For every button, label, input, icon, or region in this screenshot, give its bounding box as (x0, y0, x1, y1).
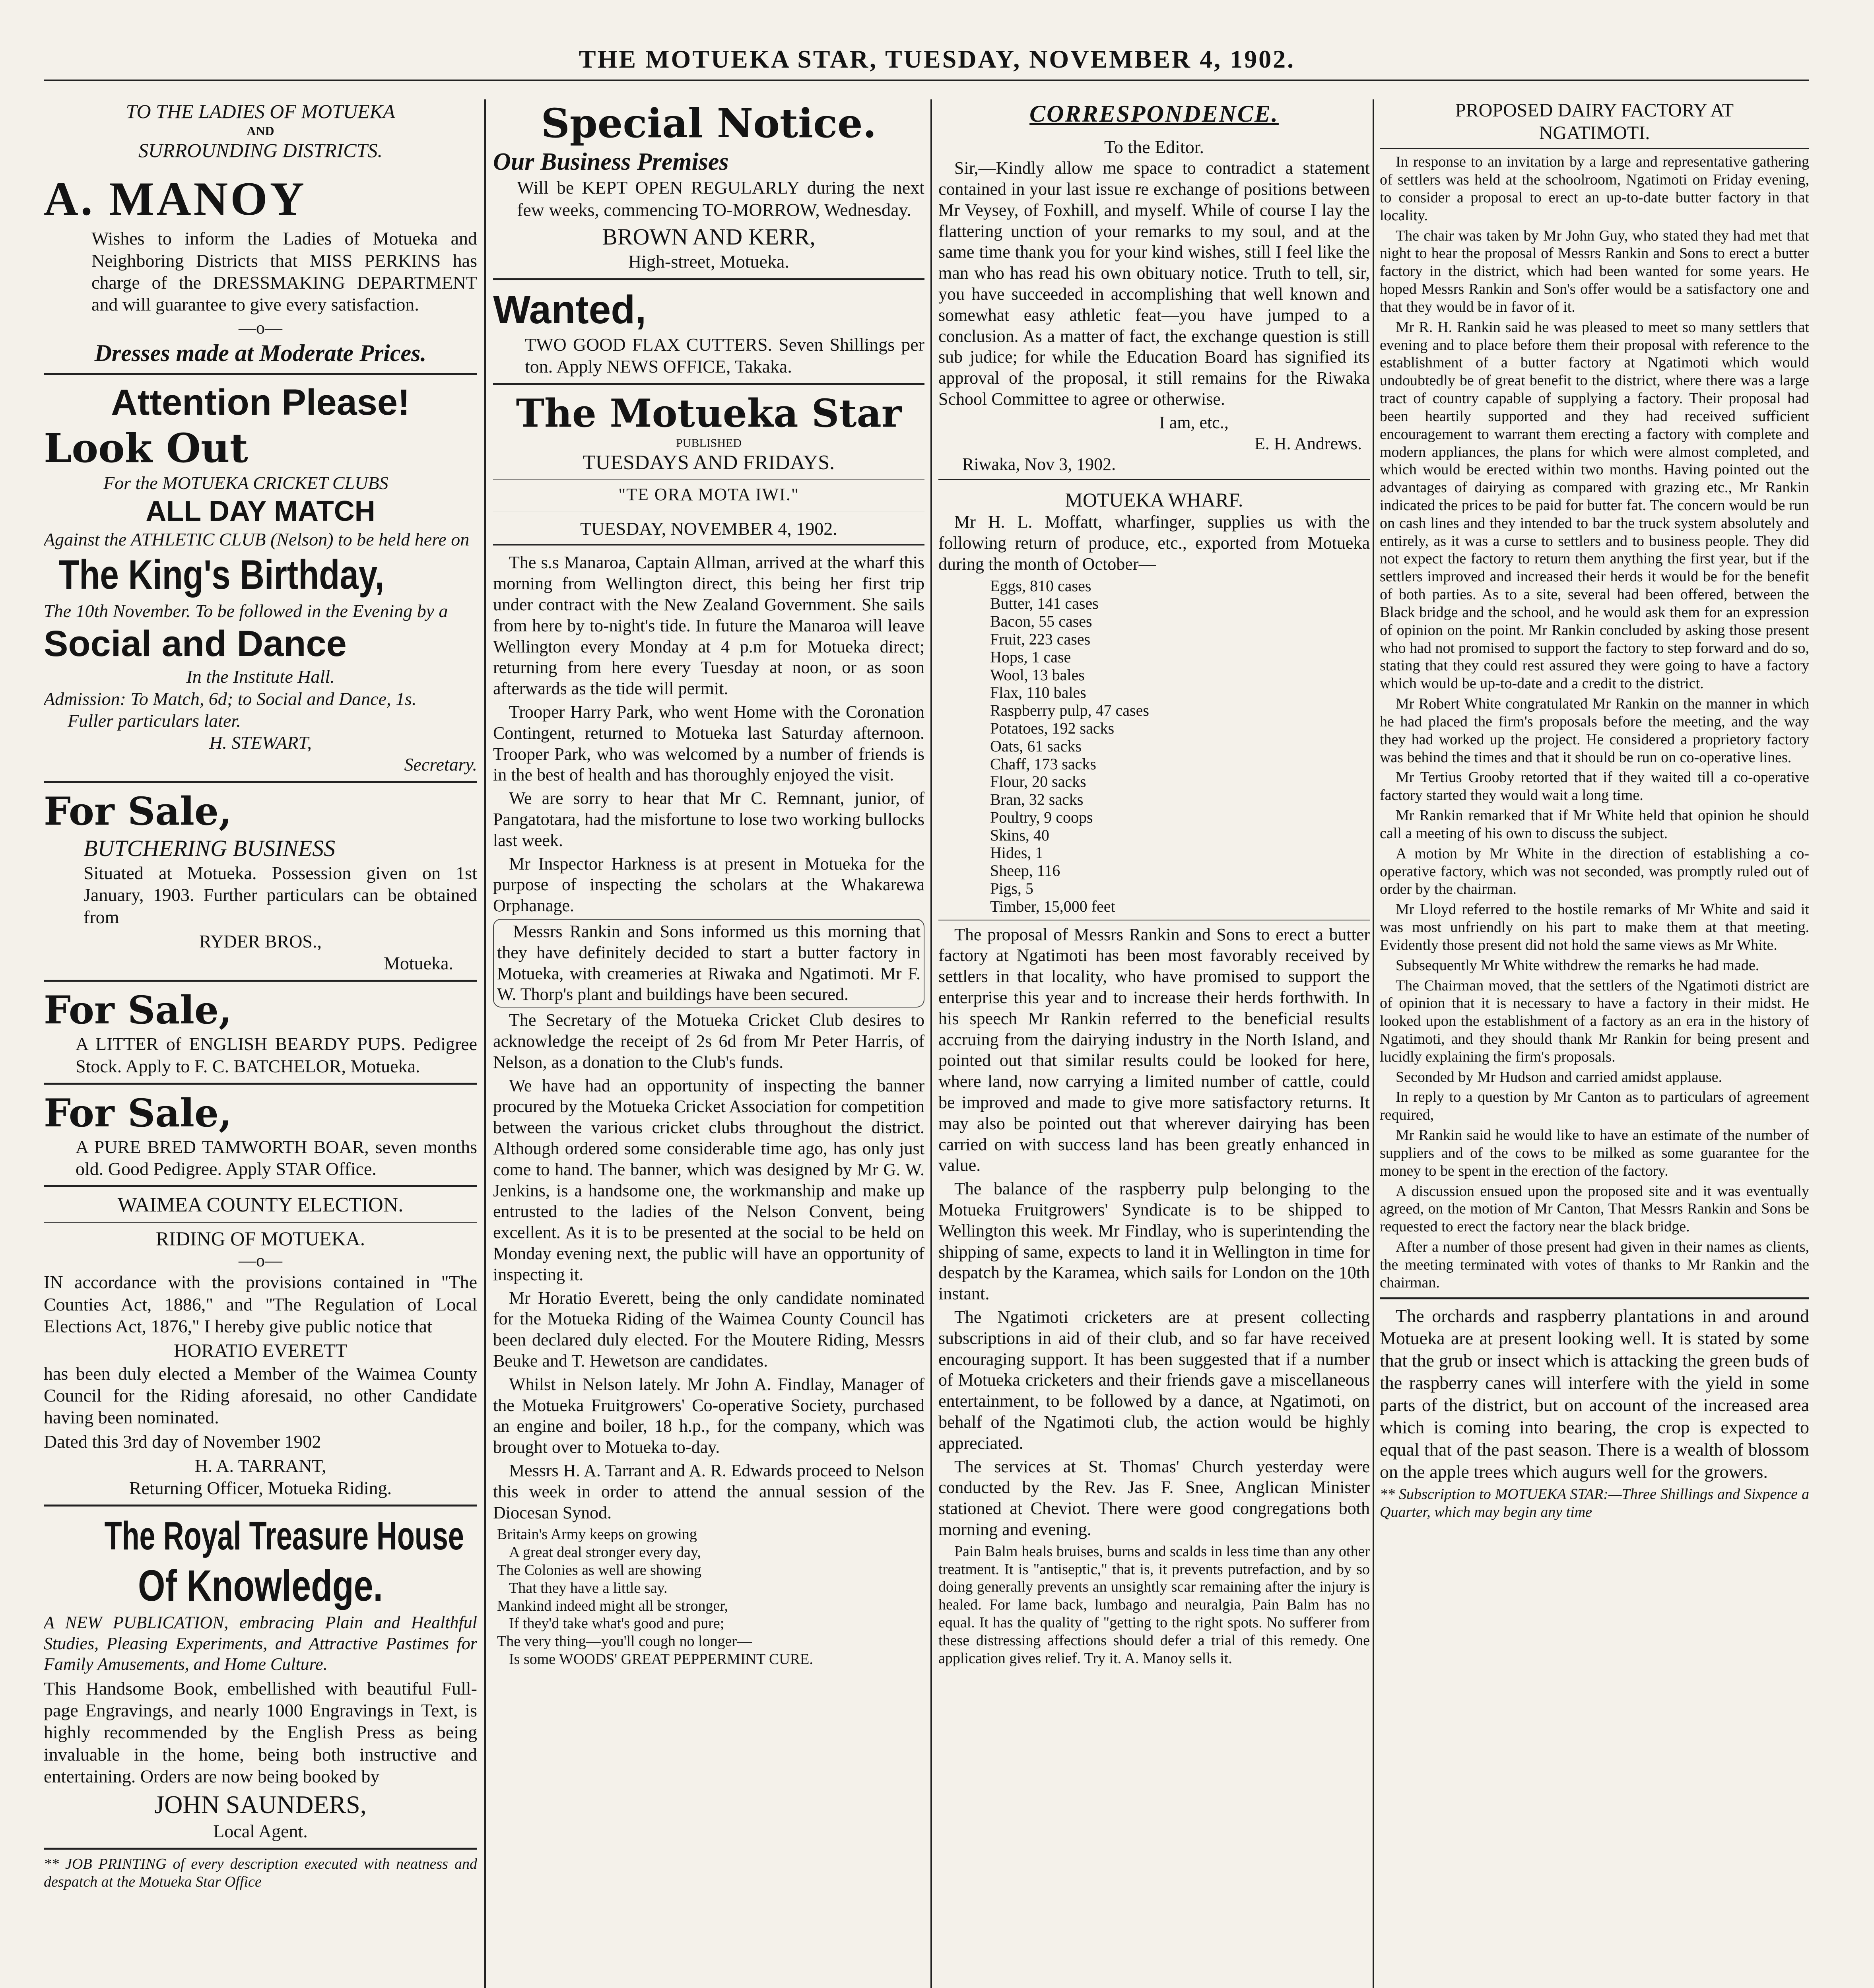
poem-line: If they'd take what's good and pure; (509, 1615, 724, 1632)
tamworth-boar: A PURE BRED TAMWORTH BOAR, seven months old. Good Pedigree. Apply STAR Office. (76, 1136, 477, 1179)
butchering-text: Situated at Motueka. Possession given on 1st January, 1903. Further particulars can be obtained from (84, 863, 477, 927)
tarrant: H. A. TARRANT, (194, 1456, 326, 1476)
news-paragraph: Trooper Harry Park, who went Home with the Coronation Contingent, returned to Motueka last Saturday afternoon. Trooper Park, who was welcomed by a number of friends is in the best of health and has thoroughly enjoyed the visit. (493, 702, 924, 785)
beardy-pups: A LITTER of ENGLISH BEARDY PUPS. Pedigree Stock. Apply to F. C. BATCHELOR, Motueka. (76, 1034, 477, 1076)
ryder-bros: RYDER BROS., (199, 931, 322, 951)
social-dance: Social and Dance (44, 623, 347, 664)
returning-officer: Returning Officer, Motueka Riding. (129, 1477, 392, 1498)
produce-item: Hops, 1 case (990, 648, 1071, 666)
secretary: Secretary. (404, 754, 477, 775)
handsome-book: This Handsome Book, embellished with beautiful Full-page Engravings, and nearly 1000 Engravings in Text, is highly recommended by the English Press as being invaluable in the home, being both instructive and entertaining. Orders are now being booked by (44, 1678, 477, 1786)
published: PUBLISHED (676, 437, 742, 450)
flax-cutters: TWO GOOD FLAX CUTTERS. Seven Shillings per ton. Apply NEWS OFFICE, Takaka. (525, 334, 924, 377)
rule (1380, 1297, 1809, 1299)
for-sale-heading: For Sale, (44, 789, 232, 834)
news-paragraph: Mr Inspector Harkness is at present in Motueka for the purpose of inspecting the scholars at the Whakarewa Orphanage. (493, 854, 924, 916)
produce-item: Bran, 32 sacks (990, 790, 1084, 809)
rule (44, 980, 477, 982)
dairy-paragraph: Mr R. H. Rankin said he was pleased to meet so many settlers that evening and to place before them their proposal with reference to the establishment of a butter factory at Ngatimoti which would undoubtedly be of great benefit to the district, where there was a large tract of country capable of supplying a factory. Their proposal had been heartily supported and they had received sufficient encouragement to warrant them erecting a factory with complete and modern appliances, the plans for which were almost completed, and which would be erected within two months. Having pointed out the advantages of dairying as compared with grazing etc., Mr Rankin indicated the prices to be paid for butter fat. The concern would be run on cash lines and they intended to bar the truck system absolutely and entirely, as it was a curse to settlers and to business people. They did not expect the factory to return them anything the first year, but if the settlers improved and increased their herds it would be for the benefit of both parties. As to a site, several had been offered, between the Black bridge and the school, and he would ask them for an expression of opinion on the point. Mr Rankin concluded by asking those present who had not promised to support the factory to step forward and do so, stating that they could rest assured they were going to have a factory which would be up-to-date and a credit to the district. (1380, 318, 1809, 692)
horatio-everett: HORATIO EVERETT (174, 1340, 347, 1361)
news-paragraph: Whilst in Nelson lately. Mr John A. Findlay, Manager of the Motueka Fruitgrowers' Co-operative Society, purchased an engine and boiler, 18 h.p., for the company, which was brought over to Motueka to-day. (493, 1374, 924, 1457)
produce-item: Hides, 1 (990, 844, 1043, 862)
pain-balm-ad: Pain Balm heals bruises, burns and scalds in less time than any other treatment. It is "antiseptic," that is, it prevents putrefaction, and by so doing generally prevents an unsightly scar remaining after the injury is healed. For lame back, lumbago and neuralgia, Pain Balm has no equal. It has the quality of "getting to the right spots. No sufferer from these distressing affections should defer a trial of this remedy. One application gives relief. Try it. A. Manoy sells it. (938, 1543, 1370, 1667)
correspondence-heading: CORRESPONDENCE. (1029, 101, 1279, 127)
news-paragraph: The proposal of Messrs Rankin and Sons to erect a butter factory at Ngatimoti has been most favorably received by settlers in that locality, who have promised to support the enterprise this year and to increase their herds forthwith. In his speech Mr Rankin referred to the beneficial results accruing from the dairying industry in the North Island, and pointed out that similar results could be looked for here, where land, now carrying a limited number of cattle, could be improved and made to give more satisfactory returns. It may also be pointed out that wherever dairying has been carried on with success land has been greatly enhanced in value. (938, 924, 1370, 1175)
masthead: THE MOTUEKA STAR, TUESDAY, NOVEMBER 4, 1902. (579, 45, 1295, 73)
poem-line: Is some WOODS' GREAT PEPPERMINT CURE. (509, 1651, 813, 1668)
column-rule-2 (930, 99, 932, 1988)
rule (493, 383, 924, 385)
produce-item: Sheep, 116 (990, 862, 1060, 880)
produce-item: Potatoes, 192 sacks (990, 719, 1115, 737)
dairy-paragraph: Mr Robert White congratulated Mr Rankin on the manner in which he had placed the firm's proposals before the meeting, and the way they had worked up the project. He considered a proprietory factory was behind the times and that it should be run on co-operative lines. (1380, 695, 1809, 766)
column-1 (44, 99, 477, 1893)
against-athletic: Against the ATHLETIC CLUB (Nelson) to be held here on (44, 529, 470, 549)
new-publication: A NEW PUBLICATION, embracing Plain and Healthful Studies, Pleasing Experiments, and Attractive Pastimes for Family Amusements, and Home Culture. (44, 1612, 477, 1674)
produce-item: Eggs, 810 cases (990, 577, 1091, 595)
poem-line: Mankind indeed might all be stronger, (497, 1597, 728, 1614)
dairy-paragraph: The chair was taken by Mr John Guy, who stated they had met that night to hear the proposal of Messrs Rankin and Sons to erect a butter factory in the district, which had been wanted for some years. He hoped Messrs Rankin and Son's offer would be a satisfactory one and that they would be in favor of it. (1380, 227, 1809, 315)
all-day-match: ALL DAY MATCH (146, 495, 375, 527)
news-paragraph: We have had an opportunity of inspecting the banner procured by the Motueka Cricket Association for competition between the various cricket clubs throughout the district. Although ordered some considerable time ago, has only just come to hand. The banner, which was designed by Mr G. W. Jenkins, is a handsome one, the workmanship and make up entrusted to the ladies of the Nelson Convent, being excellent. As it is to be presented at the social to be held on Monday evening next, the public will have an opportunity of inspecting it. (493, 1076, 924, 1284)
produce-list (938, 577, 1370, 916)
produce-item: Timber, 15,000 feet (990, 897, 1115, 915)
high-street: High-street, Motueka. (628, 251, 789, 272)
letter-closing: I am, etc., (1159, 412, 1229, 432)
letter-dateline: Riwaka, Nov 3, 1902. (962, 454, 1116, 474)
poem-line: The very thing—you'll cough no longer— (497, 1633, 752, 1650)
john-saunders: JOHN SAUNDERS, (154, 1790, 367, 1819)
poem (493, 1526, 924, 1668)
separator: —o— (239, 1250, 282, 1270)
of-knowledge: Of Knowledge. (138, 1561, 383, 1610)
brown-and-kerr: BROWN AND KERR, (602, 223, 816, 250)
lookout-heading: Look Out (44, 425, 248, 472)
letter-text: Sir,—Kindly allow me space to contradict a statement contained in your last issue re exchange of positions between Mr Veysey, of Foxhill, and myself. While of course I lay the flattering unction of your remarks to my soul, and at the same time thank you for your kind wishes, still I feel like the man who has read his own obituary notice. Truth to tell, sir, you have succeeded in accomplishing that well known and somewhat easy athletic feat—you have jumped to a conclusion. As a matter of fact, the exchange question is still sub judice; for while the Education Board has signified its approval of the proposal, it still remains for the Riwaka School Committee to agree or otherwise. (938, 158, 1370, 409)
orchards-paragraph: The orchards and raspberry plantations in and around Motueka are at present looking well. It is stated by some that the grub or insect which is attacking the green buds of the raspberry canes will interfere with the yield in some parts of the district, but on account of the increased area which is coming into bearing, the crop is expected to equal that of the past season. There is a wealth of blossom on the apple trees which augurs well for the growers. (1380, 1305, 1809, 1482)
rule (493, 278, 924, 280)
news-paragraph: The Ngatimoti cricketers are at present collecting subscriptions in aid of their club, and so far have received encouraging support. It has been suggested that if a number of Motueka cricketers and their friends gave a miscellaneous entertainment, to be followed by a dance, at Ngatimoti, on behalf of the Ngatimoti club, the action would be highly appreciated. (938, 1307, 1370, 1453)
news-paragraph: Mr Horatio Everett, being the only candidate nominated for the Motueka Riding of the Waimea County Council has been declared duly elected. For the Moutere Riding, Messrs Beuke and T. Hewetson are candidates. (493, 1288, 924, 1371)
dated: Dated this 3rd day of November 1902 (44, 1431, 321, 1452)
news-paragraph: The balance of the raspberry pulp belonging to the Motueka Fruitgrowers' Syndicate is to be shipped to Wellington this week. Mr Findlay, who is superintending the shipping of same, expects to land it in Wellington in time for despatch by the Karamea, which sails for London on the 10th instant. (938, 1179, 1370, 1304)
manoy-name: A. MANOY (44, 172, 307, 225)
wharf-text: Mr H. L. Moffatt, wharfinger, supplies us with the following return of produce, etc., exported from Motueka during the month of October— (938, 512, 1370, 574)
rule (44, 1848, 477, 1850)
news-paragraph: The s.s Manaroa, Captain Allman, arrived at the wharf this morning from Wellington direct, this being her first trip under contract with the New Zealand Government. She sails from here by to-night's tide. In future the Manaroa will leave Wellington every Monday at 4 p.m for Motueka direct; returning from here every Tuesday at noon, or as soon afterwards as the tide will permit. (493, 553, 924, 699)
dairy-paragraph: Subsequently Mr White withdrew the remarks he had made. (1396, 957, 1759, 974)
kings-birthday: The King's Birthday, (58, 552, 385, 598)
news-paragraph: We are sorry to hear that Mr C. Remnant, junior, of Pangatotara, had the misfortune to lose two working bullocks last week. (493, 788, 924, 850)
column-2 (493, 99, 924, 1668)
royal-treasure-house: The Royal Treasure House (104, 1513, 464, 1558)
local-agent: Local Agent. (213, 1821, 308, 1841)
motto: "TE ORA MOTA IWI." (618, 484, 799, 504)
dairy-paragraph: The Chairman moved, that the settlers of the Ngatimoti district are of opinion that it is necessary to have a factory in their midst. He looked upon the establishment of a factory as an era in the history of Ngatimoti, and they should thank Mr Rankin for being present and lucidly explaining the firm's proposals. (1380, 977, 1809, 1065)
dairy-heading-2: NGATIMOTI. (1539, 122, 1650, 144)
produce-item: Flour, 20 sacks (990, 773, 1086, 791)
ryder-location: Motueka. (383, 953, 453, 973)
dresses-line: Dresses made at Moderate Prices. (94, 340, 427, 366)
waimea-election: WAIMEA COUNTY ELECTION. (117, 1194, 404, 1217)
riding-motueka: RIDING OF MOTUEKA. (155, 1227, 365, 1250)
produce-item: Chaff, 173 sacks (990, 755, 1096, 773)
poem-line: That they have a little say. (509, 1579, 668, 1596)
tuesdays-fridays: TUESDAYS AND FRIDAYS. (583, 451, 835, 474)
produce-item: Wool, 13 bales (990, 666, 1085, 684)
attention-heading: Attention Please! (111, 382, 410, 423)
column-rule-3 (1373, 99, 1374, 1988)
rule (44, 1222, 477, 1223)
special-notice: Special Notice. (541, 100, 877, 147)
butchering-business: BUTCHERING BUSINESS (84, 835, 336, 861)
wanted-heading: Wanted, (493, 287, 647, 332)
for-sale-heading: For Sale, (44, 1090, 232, 1136)
poem-line: Britain's Army keeps on growing (497, 1526, 697, 1543)
dairy-paragraph: Mr Rankin said he would like to have an estimate of the number of suppliers and of the cows to be milked as some guarantee for the money to be spent in the erection of the factory. (1380, 1127, 1809, 1179)
column-3 (938, 99, 1370, 1670)
fuller-particulars: Fuller particulars later. (68, 710, 241, 731)
produce-item: Flax, 110 bales (990, 683, 1086, 702)
dairy-paragraph: Seconded by Mr Hudson and carried amidst applause. (1396, 1068, 1723, 1085)
dairy-paragraph: A motion by Mr White in the direction of establishing a co-operative factory, which was not seconded, was promptly ruled out of order by the chairman. (1380, 845, 1809, 898)
separator: —o— (239, 318, 282, 338)
subscription-notice: ** Subscription to MOTUEKA STAR:—Three Shillings and Sixpence a Quarter, which may begin any time (1380, 1486, 1809, 1521)
news-paragraph-boxed: Messrs Rankin and Sons informed us this morning that they have definitely decided to start a butter factory in Motueka, with creameries at Riwaka and Ngatimoti. Mr F. W. Thorp's plant and buildings have been secured. (493, 919, 924, 1008)
rule (44, 1083, 477, 1085)
rule (44, 781, 477, 783)
column-rule-1 (484, 99, 486, 1988)
dairy-paragraph: Mr Tertius Grooby retorted that if they waited till a co-operative factory started they would wait a long time. (1380, 769, 1809, 804)
ladies-heading: TO THE LADIES OF MOTUEKA (126, 100, 395, 122)
dairy-heading: PROPOSED DAIRY FACTORY AT (1455, 100, 1734, 121)
manoy-text: Wishes to inform the Ladies of Motueka and Neighboring Districts that MISS PERKINS has charge of the DRESSMAKING DEPARTMENT and will guarantee to give every satisfaction. (91, 228, 477, 315)
dairy-paragraph: After a number of those present had given in their names as clients, the meeting terminated with votes of thanks to Mr Rankin and the chairman. (1380, 1239, 1809, 1291)
masthead-rule (44, 80, 1809, 81)
dairy-paragraph: In reply to a question by Mr Canton as to particulars of agreement required, (1380, 1089, 1809, 1124)
produce-item: Oats, 61 sacks (990, 737, 1082, 755)
rule (938, 479, 1370, 480)
ladies-and: AND (247, 124, 274, 138)
stewart: H. STEWART, (209, 732, 312, 753)
elected-text: has been duly elected a Member of the Waimea County Council for the Riding aforesaid, no other Candidate having been nominated. (44, 1363, 477, 1427)
news-paragraph: Messrs H. A. Tarrant and A. R. Edwards proceed to Nelson this week in order to attend the annual session of the Diocesan Synod. (493, 1460, 924, 1522)
dairy-paragraph: Mr Lloyd referred to the hostile remarks of Mr White and said it was most unfriendly on his part to make them at that meeting. Evidently those present did not hold the same views as Mr White. (1380, 901, 1809, 953)
produce-item: Butter, 141 cases (990, 594, 1099, 613)
produce-item: Poultry, 9 coops (990, 808, 1093, 826)
ladies-subheading: SURROUNDING DISTRICTS. (138, 139, 383, 162)
for-cricket: For the MOTUEKA CRICKET CLUBS (103, 473, 388, 493)
rule (493, 544, 924, 547)
election-text: IN accordance with the provisions contained in "The Counties Act, 1886," and "The Regulation of Local Elections Act, 1876," I hereby give public notice that (44, 1272, 477, 1336)
rule (493, 510, 924, 513)
produce-item: Pigs, 5 (990, 879, 1033, 898)
rule (1380, 148, 1809, 149)
to-the-editor: To the Editor. (1104, 137, 1204, 157)
column-4 (1380, 99, 1809, 1524)
poem-line: The Colonies as well are showing (497, 1562, 701, 1578)
letter-signature: E. H. Andrews. (1254, 433, 1362, 453)
dairy-paragraph: Mr Rankin remarked that if Mr White held that opinion he should call a meeting of his own to discuss the subject. (1380, 807, 1809, 842)
job-printing: ** JOB PRINTING of every description executed with neatness and despatch at the Motueka Star Office (44, 1856, 477, 1890)
rule (44, 1185, 477, 1187)
produce-item: Fruit, 223 cases (990, 630, 1091, 648)
star-title: The Motueka Star (516, 390, 902, 436)
for-sale-heading: For Sale, (44, 988, 232, 1033)
wharf-heading: MOTUEKA WHARF. (1065, 489, 1243, 511)
dairy-paragraph: A discussion ensued upon the proposed site and it was eventually agreed, on the motion of Mr Canton, That Messrs Rankin and Sons be requested to erect the factory near the black bridge. (1380, 1182, 1809, 1235)
produce-item: Raspberry pulp, 47 cases (990, 701, 1149, 720)
dateline: TUESDAY, NOVEMBER 4, 1902. (580, 518, 837, 539)
poem-line: A great deal stronger every day, (509, 1544, 701, 1561)
news-paragraph: The Secretary of the Motueka Cricket Club desires to acknowledge the receipt of 2s 6d from Mr Peter Harris, of Nelson, as a donation to the Club's funds. (493, 1010, 924, 1072)
news-paragraph: The services at St. Thomas' Church yesterday were conducted by the Rev. Jas F. Snee, Anglican Minister stationed at Cheviot. There were good congregations both morning and evening. (938, 1456, 1370, 1539)
produce-item: Bacon, 55 cases (990, 612, 1092, 631)
produce-item: Skins, 40 (990, 826, 1049, 844)
dairy-paragraph: In response to an invitation by a large and representative gathering of settlers was held at the schoolroom, Ngatimoti on Friday evening, to consider a proposal to erect an up-to-date butter factory in that locality. (1380, 153, 1809, 224)
rule (44, 373, 477, 375)
admission: Admission: To Match, 6d; to Social and Dance, 1s. (44, 688, 417, 709)
business-premises: Our Business Premises (493, 148, 729, 175)
tenth-november: The 10th November. To be followed in the Evening by a (44, 600, 448, 621)
business-text: Will be KEPT OPEN REGULARLY during the next few weeks, commencing TO-MORROW, Wednesday. (517, 177, 924, 220)
institute-hall: In the Institute Hall. (186, 666, 335, 687)
rule (44, 1505, 477, 1507)
